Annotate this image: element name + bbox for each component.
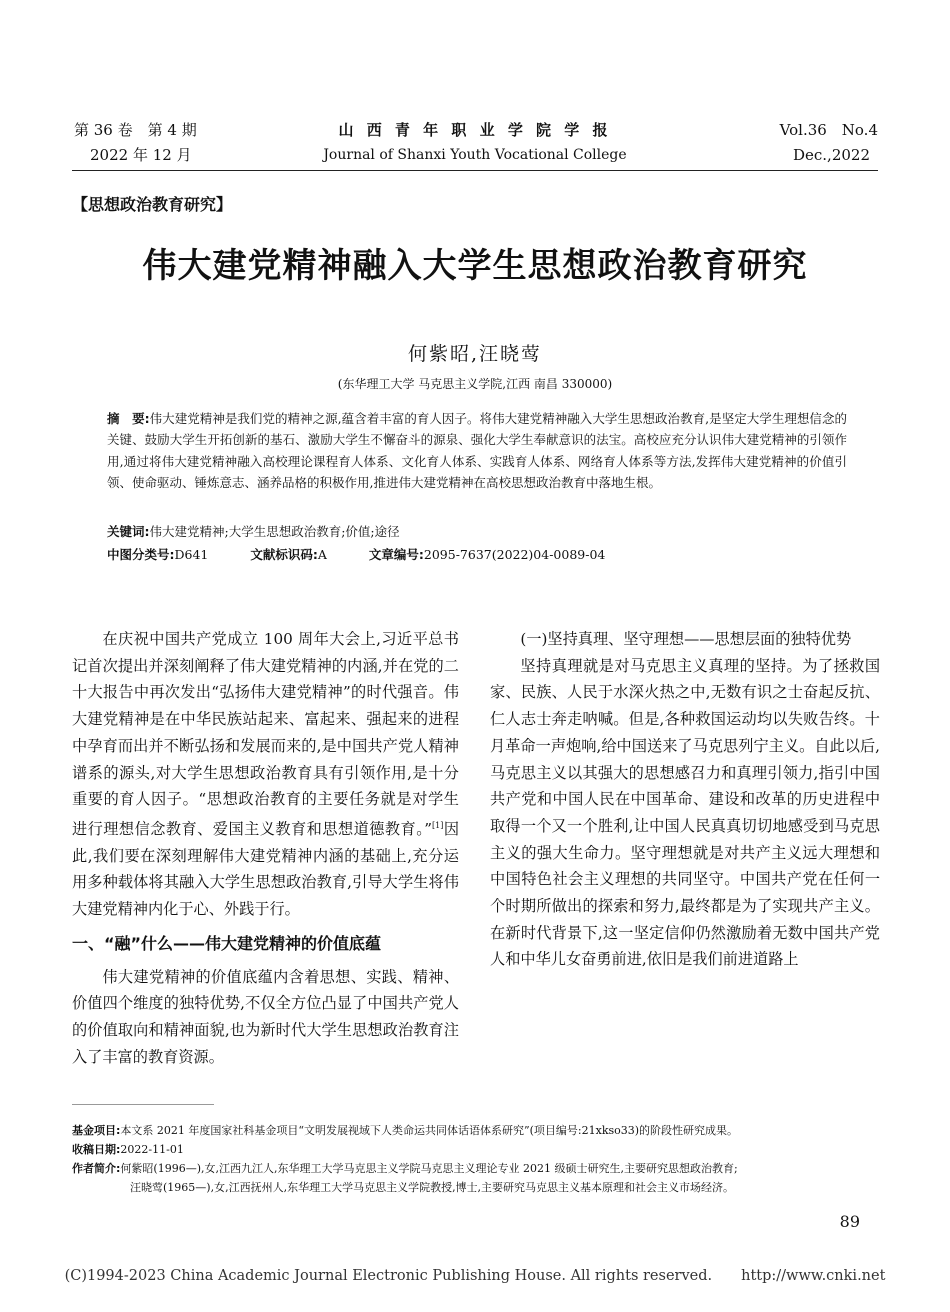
footnote-divider (72, 1104, 214, 1105)
clc-value: D641 (174, 547, 209, 562)
doc-code-label: 文献标识码: (250, 547, 318, 562)
subsection1-paragraph: 坚持真理就是对马克思主义真理的坚持。为了拯救国家、民族、人民于水深火热之中,无数有识之士奋起反抗、仁人志士奔走呐喊。但是,各种救国运动均以失败告终。十月革命一声炮响,给中国送来了马克思列宁主义。自此以后,马克思主义以其强大的思想感召力和真理引领力,指引中国共产党和中国人民在中国革命、建设和改革的历史进程中取得一个又一个胜利,让中国人民真真切切地感受到马克思主义的强大生命力。坚守理想就是对共产主义远大理想和中国特色社会主义理想的共同坚守。中国共产党在任何一个时期所做出的探索和努力,最终都是为了实现共产主义。在新时代背景下,这一坚定信仰仍然激励着无数中国共产党人和中华儿女奋勇前进,依旧是我们前进道路上 (490, 656, 880, 969)
fund-label: 基金项目: (72, 1124, 121, 1137)
author-label: 作者简介: (72, 1162, 121, 1175)
classification-line (107, 545, 847, 565)
citation-ref: [1] (432, 820, 444, 830)
date-en: Dec.,2022 (792, 146, 870, 164)
article-number-value: 2095-7637(2022)04-0089-04 (423, 547, 606, 562)
footnotes (72, 1121, 878, 1197)
received-text: 2022-11-01 (120, 1143, 184, 1156)
abstract-text: 伟大建党精神是我们党的精神之源,蕴含着丰富的育人因子。将伟大建党精神融入大学生思想政治教育,是坚定大学生理想信念的关键、鼓励大学生开拓创新的基石、激励大学生不懈奋斗的源泉、强化大学生奉献意识的法宝。高校应充分认识伟大建党精神的引领作用,通过将伟大建党精神融入高校理论课程育人体系、文化育人体系、实践育人体系、网络育人体系等方法,发挥伟大建党精神的价值引领、使命驱动、锤炼意志、涵养品格的积极作用,推进伟大建党精神在高校思想政治教育中落地生根。 (107, 411, 848, 491)
column-tag: 【思想政治教育研究】 (72, 195, 233, 214)
intro-text-b: 因此,我们要在深刻理解伟大建党精神内涵的基础上,充分运用多种载体将其融入大学生思想政治教育,引导大学生将伟大建党精神内化于心、外践于行。 (72, 819, 460, 919)
date-cn: 2022 年 12 月 (90, 146, 192, 164)
affiliation: (东华理工大学 马克思主义学院,江西 南昌 330000) (337, 377, 613, 391)
body-left-column (72, 626, 459, 1070)
page-number: 89 (839, 1212, 860, 1231)
author1-text: 何紫昭(1996—),女,江西九江人,东华理工大学马克思主义学院马克思主义理论专业 2021 级硕士研究生,主要研究思想政治教育; (120, 1162, 738, 1175)
section1-heading: 一、“融”什么——伟大建党精神的价值底蕴 (72, 933, 382, 953)
clc-label: 中图分类号: (107, 547, 175, 562)
fund-note (72, 1121, 878, 1140)
received-note (72, 1140, 878, 1159)
abstract-label: 摘 要: (107, 411, 150, 426)
doc-code-value: A (317, 547, 327, 562)
copyright-line: (C)1994-2023 China Academic Journal Electronic Publishing House. All rights reserved. http://www.cnki.net (64, 1268, 886, 1284)
author-note (72, 1159, 878, 1178)
journal-name-cn: 山 西 青 年 职 业 学 院 学 报 (338, 121, 612, 139)
article-number-label: 文章编号: (368, 547, 424, 562)
body-right-column (490, 626, 880, 973)
subsection1-heading: (一)坚持真理、坚守理想——思想层面的独特优势 (520, 630, 852, 648)
article-title: 伟大建党精神融入大学生思想政治教育研究 (142, 246, 808, 286)
intro-text-a: 在庆祝中国共产党成立 100 周年大会上,习近平总书记首次提出并深刻阐释了伟大建党精神的内涵,并在党的二十大报告中再次发出“弘扬伟大建党精神”的时代强音。伟大建党精神是在中华民族站起来、富起来、强起来的进程中孕育而出并不断弘扬和发展而来的,是中国共产党人精神谱系的源头,对大学生思想政治教育具有引领作用,是十分重要的育人因子。“思想政治教育的主要任务就是对学生进行理想信念教育、爱国主义教育和思想道德教育。” (72, 630, 459, 838)
keywords-text: 伟大建党精神;大学生思想政治教育;价值;途径 (149, 524, 400, 539)
section1-paragraph: 伟大建党精神的价值底蕴内含着思想、实践、精神、价值四个维度的独特优势,不仅全方位凸显了中国共产党人的价值取向和精神面貌,也为新时代大学生思想政治教育注入了丰富的教育资源。 (72, 967, 459, 1066)
volume-issue-cn: 第 36 卷 第 4 期 (74, 121, 197, 139)
received-label: 收稿日期: (72, 1143, 121, 1156)
journal-name-en: Journal of Shanxi Youth Vocational College (323, 147, 627, 163)
authors: 何紫昭,汪晓莺 (407, 343, 543, 365)
keywords-label: 关键词: (107, 524, 150, 539)
author2-note: 汪晓莺(1965—),女,江西抚州人,东华理工大学马克思主义学院教授,博士,主要研究马克思主义基本原理和社会主义市场经济。 (130, 1181, 735, 1194)
keywords (107, 522, 847, 542)
fund-text: 本文系 2021 年度国家社科基金项目“文明发展视域下人类命运共同体话语体系研究”(项目编号:21xkso33)的阶段性研究成果。 (120, 1124, 739, 1137)
intro-paragraph (72, 626, 459, 923)
volume-issue-en: Vol.36 No.4 (779, 121, 878, 139)
header-divider (72, 170, 878, 171)
abstract (107, 408, 847, 494)
